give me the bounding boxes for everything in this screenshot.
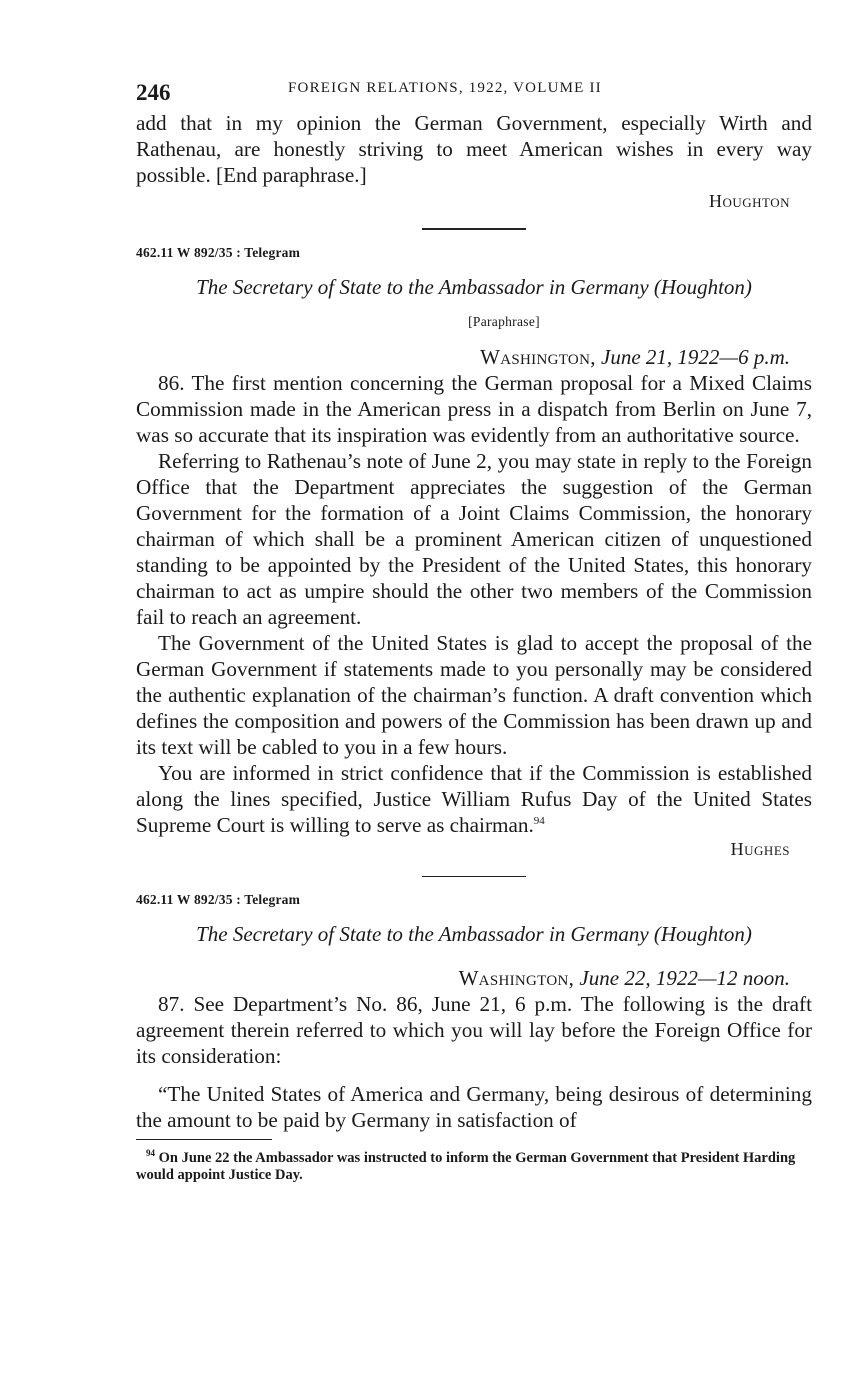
continuation-paragraph: add that in my opinion the German Government, especially Wirth and Rathenau, are honestly striving to meet American wishes in every way possible. [End paraphrase.] — [136, 111, 812, 187]
file-number: 462.11 W 892/35 : Telegram — [136, 244, 301, 260]
body-paragraph: 86. The first mention concerning the German proposal for a Mixed Claims Commission made in the American press in a dispatch from Berlin on June 7, was so accurate that its inspiration was evidently from an authoritative source. — [136, 370, 812, 447]
body-paragraph-text: You are informed in strict confidence that if the Commission is established along the lines specified, Justice William Rufus Day of the United States Supreme Court is willing to serve as chairman. — [136, 760, 812, 837]
body-paragraph: Referring to Rathenau’s note of June 2, you may state in reply to the Foreign Office that the Department appreciates the suggestion of the German Government for the formation of a Joint Claims Commission, the honorary chairman of which shall be a prominent American citizen of unquestioned standing to be appointed by the President of the United States, this honorary chairman to act as umpire should the other two members of the Commission fail to reach an agreement. — [136, 448, 812, 629]
quoted-agreement: “The United States of America and Germany, being desirous of determining the amount to be paid by Germany in satisfaction of — [136, 1082, 812, 1132]
document-page — [136, 76, 812, 1184]
paraphrase-label: [Paraphrase] — [468, 313, 540, 329]
dateline-place: Washington, — [458, 966, 575, 990]
section-divider — [422, 876, 526, 878]
footnote-divider — [136, 1139, 272, 1140]
signature-hughes: Hughes — [730, 838, 790, 859]
section-divider — [422, 228, 526, 230]
document-heading: The Secretary of State to the Ambassador in Germany (Houghton) — [196, 922, 752, 946]
footnote-marker: 94 — [146, 1148, 155, 1158]
footnote — [136, 1150, 812, 1184]
dateline — [136, 344, 812, 370]
running-head: FOREIGN RELATIONS, 1922, VOLUME II — [288, 80, 602, 96]
body-paragraph: The Government of the United States is glad to accept the proposal of the German Government if statements made to you personally may be considered the authentic explanation of the chairman’s function. A draft convention which defines the composition and powers of the Commission has been drawn up and its text will be cabled to you in a few hours. — [136, 630, 812, 759]
body-paragraph: 87. See Department’s No. 86, June 21, 6 p.m. The following is the draft agreement therein referred to which you will lay before the Foreign Office for its consideration: — [136, 992, 812, 1068]
dateline-place: Washington, — [480, 344, 596, 369]
file-number: 462.11 W 892/35 : Telegram — [136, 892, 301, 907]
page-header — [136, 76, 812, 108]
dateline-date: June 21, 1922—6 p.m. — [601, 344, 790, 369]
footnote-text: On June 22 the Ambassador was instructed to inform the German Government that President Harding would appoint Justice Day. — [136, 1150, 796, 1183]
page-number: 246 — [136, 80, 171, 105]
footnote-reference[interactable]: 94 — [533, 814, 545, 827]
body-paragraph — [136, 760, 812, 838]
dateline — [136, 965, 812, 991]
document-heading: The Secretary of State to the Ambassador in Germany (Houghton) — [196, 274, 752, 299]
dateline-date: June 22, 1922—12 noon. — [579, 966, 790, 990]
signature-houghton: Houghton — [708, 191, 790, 211]
